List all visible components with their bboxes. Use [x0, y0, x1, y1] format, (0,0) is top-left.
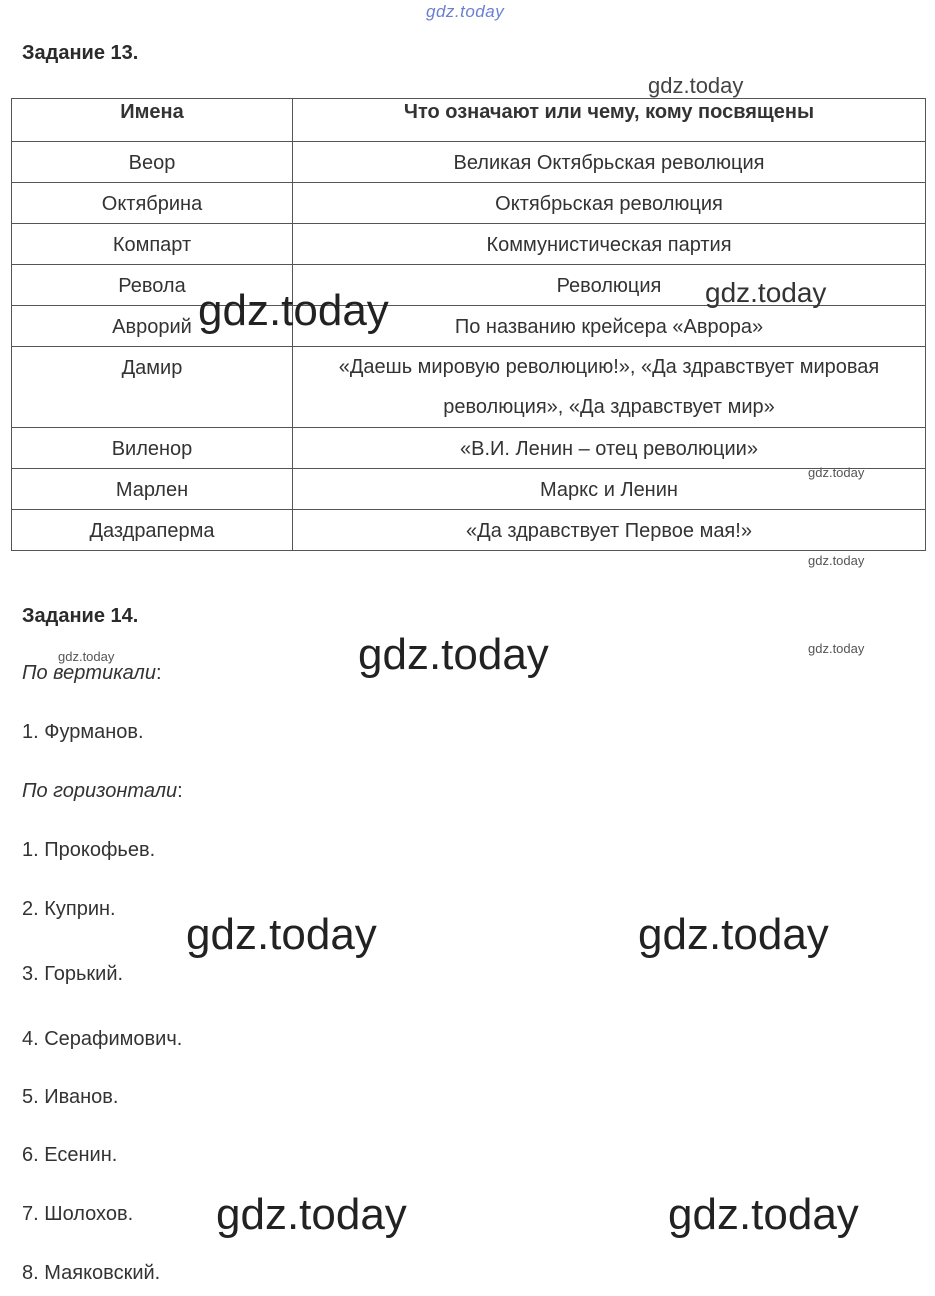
watermark: gdz.today	[186, 910, 377, 959]
meaning-text: «Даешь мировую революцию!», «Да здравствует мировая революция», «Да здравствует мир»	[338, 356, 880, 418]
name-cell: Виленор	[12, 428, 293, 469]
table-row	[12, 428, 926, 469]
table-row	[12, 183, 926, 224]
watermark: gdz.today	[668, 1190, 859, 1239]
task13-heading: Задание 13.	[22, 42, 139, 64]
list-item: 5. Иванов.	[22, 1086, 119, 1108]
watermark: gdz.today	[808, 465, 865, 480]
list-item: 1. Фурманов.	[22, 721, 144, 743]
meaning-text: Революция	[556, 275, 662, 297]
table-row	[12, 469, 926, 510]
task14-heading: Задание 14.	[22, 605, 139, 627]
watermark: gdz.today	[638, 910, 829, 959]
name-cell: Компарт	[12, 224, 293, 265]
table-row	[12, 510, 926, 551]
name-cell: Марлен	[12, 469, 293, 510]
name-cell: Веор	[12, 142, 293, 183]
meaning-cell	[293, 142, 926, 183]
name-cell: Дамир	[12, 347, 293, 428]
list-item: 7. Шолохов.	[22, 1203, 134, 1225]
table-row	[12, 224, 926, 265]
table-row	[12, 306, 926, 347]
watermark: gdz.today	[358, 630, 549, 679]
header-names: Имена	[12, 99, 293, 142]
meaning-text: Коммунистическая партия	[486, 234, 732, 256]
meaning-cell	[293, 224, 926, 265]
meaning-text: Маркс и Ленин	[540, 479, 678, 501]
list-item: 4. Серафимович.	[22, 1028, 183, 1050]
watermark-top: gdz.today	[426, 2, 505, 21]
watermark: gdz.today	[216, 1190, 407, 1239]
table-header-row	[12, 99, 926, 142]
watermark: gdz.today	[58, 649, 115, 664]
names-table	[11, 98, 926, 551]
vertical-label: По вертикали:	[22, 662, 162, 684]
meaning-text: «Да здравствует Первое мая!»	[466, 520, 752, 542]
meaning-text: «В.И. Ленин – отец революции»	[460, 438, 758, 460]
list-item: 2. Куприн.	[22, 898, 116, 920]
meaning-text: Октябрьская революция	[495, 193, 723, 215]
table-row	[12, 142, 926, 183]
name-cell: Даздраперма	[12, 510, 293, 551]
meaning-text: Великая Октябрьская революция	[453, 152, 765, 174]
watermark: gdz.today	[198, 286, 389, 335]
name-cell: Октябрина	[12, 183, 293, 224]
table-row	[12, 347, 926, 428]
list-item: 1. Прокофьев.	[22, 839, 156, 861]
meaning-text: По названию крейсера «Аврора»	[454, 316, 764, 338]
meaning-cell	[293, 183, 926, 224]
name-cell: Аврорий	[12, 306, 293, 347]
list-item: 6. Есенин.	[22, 1144, 118, 1166]
meaning-cell	[293, 510, 926, 551]
watermark: gdz.today	[808, 641, 865, 656]
horizontal-label: По горизонтали:	[22, 780, 183, 802]
watermark: gdz.today	[808, 553, 865, 568]
header-meaning: Что означают или чему, кому посвящены	[293, 99, 926, 142]
watermark: gdz.today	[705, 277, 827, 308]
watermark: gdz.today	[648, 73, 744, 98]
name-cell: Револа	[12, 265, 293, 306]
meaning-cell	[293, 428, 926, 469]
meaning-cell	[293, 347, 926, 428]
list-item: 3. Горький.	[22, 963, 124, 985]
list-item: 8. Маяковский.	[22, 1262, 161, 1284]
